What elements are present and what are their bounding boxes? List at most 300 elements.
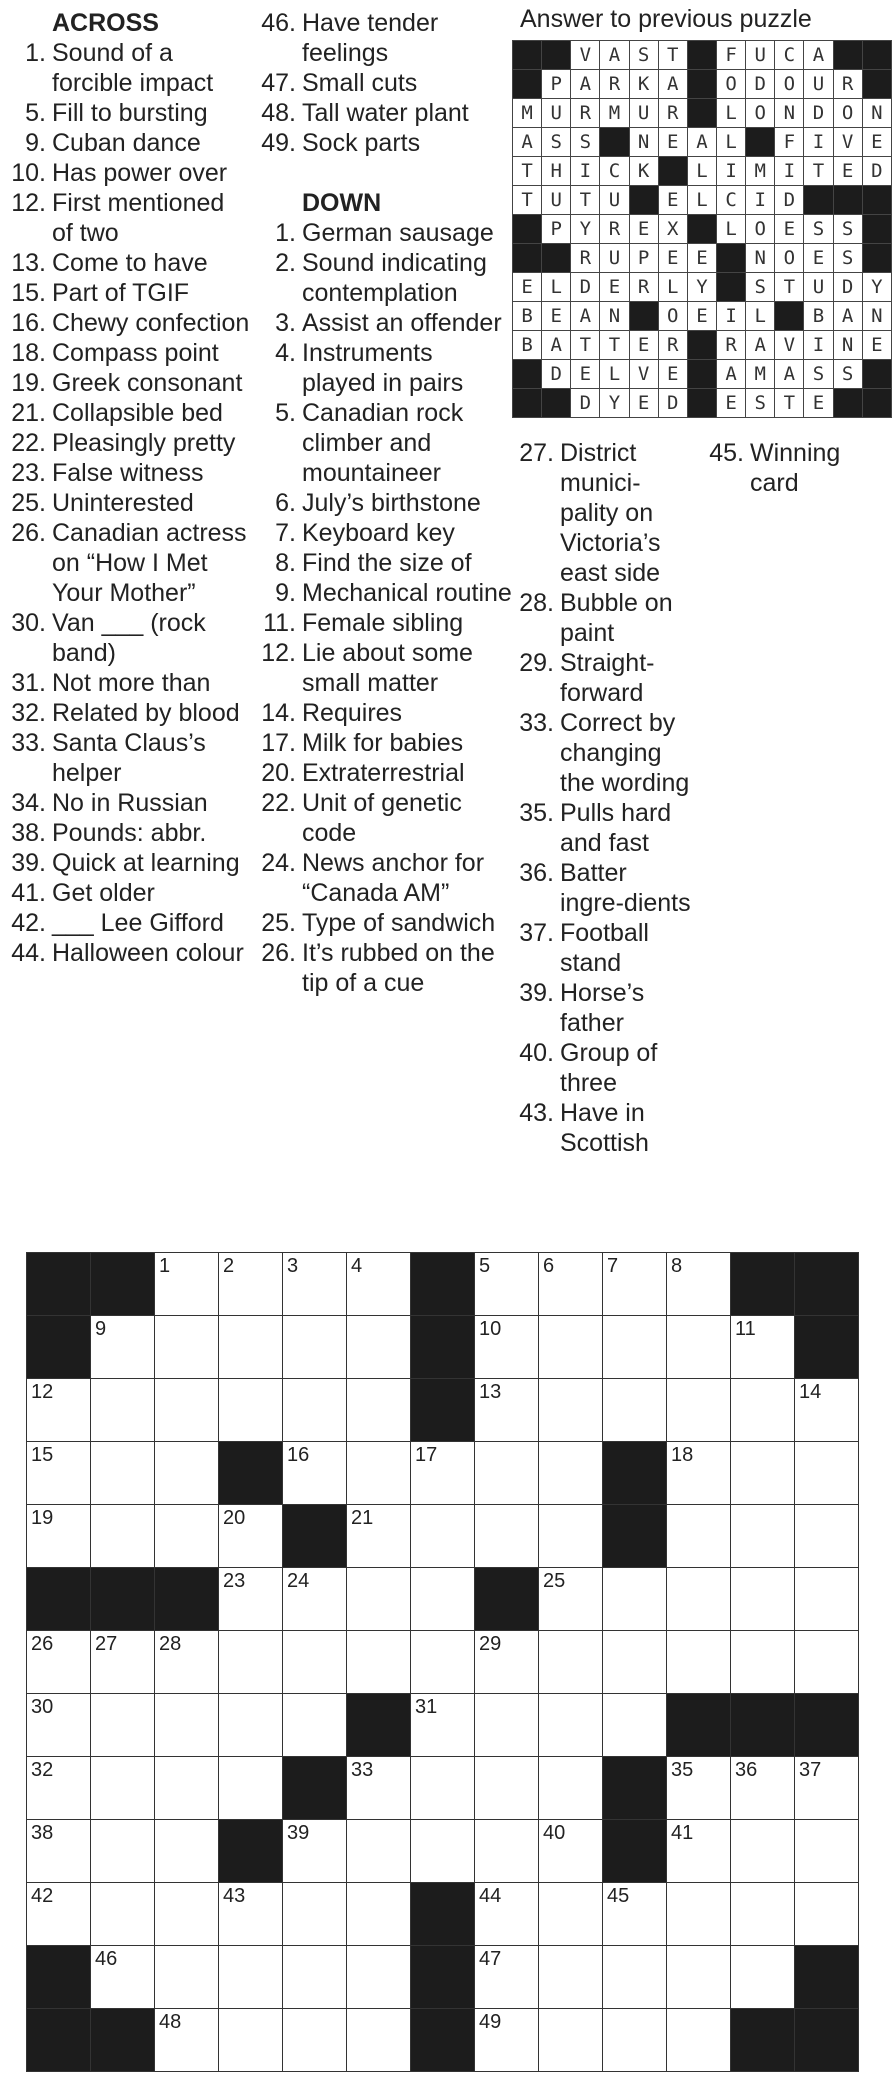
clue-number: 27. [519,439,554,467]
clue-number: 25. [11,489,46,517]
grid-cell[interactable] [411,1757,475,1820]
grid-cell[interactable] [347,1442,411,1505]
grid-cell[interactable] [155,1631,219,1694]
answer-black-square [862,41,891,70]
clue-item [510,1038,695,1098]
crossword-grid [26,1252,859,2072]
cell-number: 29 [479,1633,502,1655]
answer-letter-cell: S [804,215,833,244]
grid-cell[interactable] [411,1505,475,1568]
grid-cell[interactable] [411,1694,475,1757]
answer-letter-cell: C [600,157,629,186]
answer-letter-cell: R [600,215,629,244]
clue-text: Lie about some small matter [302,639,473,697]
grid-cell[interactable] [475,1946,539,2009]
answer-letter-cell: A [600,41,629,70]
answer-letter-cell: B [513,331,542,360]
grid-cell[interactable] [475,1694,539,1757]
grid-cell[interactable] [731,1442,795,1505]
answer-letter-cell: E [658,186,687,215]
clue-text: Have tender feelings [302,9,439,67]
answer-letter-cell: T [775,273,804,302]
clue-item [510,648,695,708]
grid-cell[interactable] [155,2009,219,2072]
black-square [283,1757,347,1820]
grid-cell[interactable] [475,1631,539,1694]
clue-item [252,758,512,788]
black-square [27,2009,91,2072]
grid-cell[interactable] [283,1694,347,1757]
answer-grid-row [513,41,892,70]
answer-grid-row [513,99,892,128]
clue-text: District munici-pality on Victoria’s east side [560,439,661,587]
black-square [219,1442,283,1505]
answer-black-square [833,389,862,418]
grid-cell[interactable] [475,1316,539,1379]
grid-cell[interactable] [411,1631,475,1694]
answer-grid-row [513,157,892,186]
clue-item [2,38,252,98]
grid-cell[interactable] [347,1883,411,1946]
clue-text: Small cuts [302,69,418,97]
black-square [603,1505,667,1568]
black-square [411,1253,475,1316]
answer-letter-cell: S [804,360,833,389]
grid-cell[interactable] [539,1253,603,1316]
clue-number: 33. [11,729,46,757]
grid-cell[interactable] [283,1883,347,1946]
answer-letter-cell: L [600,360,629,389]
grid-cell[interactable] [731,1316,795,1379]
grid-cell[interactable] [347,2009,411,2072]
grid-cell[interactable] [283,1568,347,1631]
grid-cell[interactable] [219,1253,283,1316]
grid-cell[interactable] [603,1631,667,1694]
answer-letter-cell: F [716,41,745,70]
grid-cell[interactable] [91,1883,155,1946]
grid-cell[interactable] [219,1946,283,2009]
clue-item [510,708,695,798]
grid-cell[interactable] [155,1316,219,1379]
answer-letter-cell: S [833,360,862,389]
grid-cell[interactable] [475,1757,539,1820]
grid-cell[interactable] [667,1379,731,1442]
clue-text: Batter ingre-dients [560,859,691,917]
grid-cell[interactable] [283,2009,347,2072]
grid-cell[interactable] [91,1820,155,1883]
answer-letter-cell: C [775,41,804,70]
grid-cell[interactable] [731,1757,795,1820]
grid-cell[interactable] [475,1505,539,1568]
cell-number: 18 [671,1444,694,1466]
answer-letter-cell: E [600,273,629,302]
clue-number: 6. [275,489,296,517]
grid-cell[interactable] [347,1631,411,1694]
answer-letter-cell: M [600,99,629,128]
grid-cell[interactable] [27,1883,91,1946]
grid-cell[interactable] [347,1505,411,1568]
grid-cell[interactable] [91,1757,155,1820]
grid-cell[interactable] [27,1631,91,1694]
grid-cell[interactable] [795,1505,859,1568]
answer-black-square [862,215,891,244]
clue-text: Sock parts [302,129,421,157]
grid-cell[interactable] [155,1694,219,1757]
cell-number: 9 [95,1318,107,1340]
answer-letter-cell: S [746,389,775,418]
grid-cell[interactable] [539,1505,603,1568]
clue-text: No in Russian [52,789,208,817]
clue-item [2,368,252,398]
clue-item [510,438,695,588]
grid-cell[interactable] [219,1505,283,1568]
clue-item [2,308,252,338]
grid-cell[interactable] [603,1694,667,1757]
black-square [731,1694,795,1757]
grid-cell[interactable] [411,1568,475,1631]
answer-letter-cell: E [513,273,542,302]
cell-number: 46 [95,1948,118,1970]
answer-black-square [542,389,571,418]
clue-text: Get older [52,879,155,907]
answer-black-square [833,186,862,215]
answer-letter-cell: E [571,360,600,389]
grid-cell[interactable] [667,1253,731,1316]
answer-black-square [513,215,542,244]
grid-row [27,1883,859,1946]
grid-cell[interactable] [91,1505,155,1568]
grid-cell[interactable] [539,1631,603,1694]
clue-text: Find the size of [302,549,472,577]
answer-letter-cell: E [542,302,571,331]
answer-letter-cell: N [862,99,891,128]
grid-cell[interactable] [603,1253,667,1316]
grid-cell[interactable] [347,1568,411,1631]
grid-cell[interactable] [795,1379,859,1442]
clue-item [2,488,252,518]
answer-letter-cell: U [542,99,571,128]
grid-cell[interactable] [347,1379,411,1442]
across-clue-list [2,38,252,968]
cell-number: 36 [735,1759,758,1781]
grid-cell[interactable] [539,1694,603,1757]
grid-cell[interactable] [795,1442,859,1505]
black-square [283,1505,347,1568]
clue-text: Compass point [52,339,219,367]
grid-cell[interactable] [219,1631,283,1694]
clue-item [2,98,252,128]
answer-letter-cell: L [687,186,716,215]
grid-cell[interactable] [667,1316,731,1379]
grid-cell[interactable] [91,1946,155,2009]
grid-cell[interactable] [155,1883,219,1946]
answer-letter-cell: N [629,128,658,157]
answer-letter-cell: N [746,244,775,273]
grid-cell[interactable] [731,1379,795,1442]
across-clues-column [2,8,252,968]
grid-cell[interactable] [347,1253,411,1316]
answer-black-square [775,302,804,331]
grid-cell[interactable] [731,1631,795,1694]
grid-cell[interactable] [27,1820,91,1883]
black-square [603,1757,667,1820]
cell-number: 12 [31,1381,54,1403]
grid-cell[interactable] [539,1316,603,1379]
answer-black-square [833,41,862,70]
cell-number: 26 [31,1633,54,1655]
clue-text: Come to have [52,249,208,277]
grid-cell[interactable] [667,1946,731,2009]
grid-cell[interactable] [539,1379,603,1442]
answer-letter-cell: V [571,41,600,70]
clue-text: Mechanical routine [302,579,512,607]
grid-cell[interactable] [219,1316,283,1379]
cell-number: 21 [351,1507,374,1529]
grid-cell[interactable] [795,1757,859,1820]
clue-number: 31. [11,669,46,697]
grid-cell[interactable] [219,1694,283,1757]
clue-item [252,938,512,998]
grid-cell[interactable] [155,1757,219,1820]
grid-cell[interactable] [603,1379,667,1442]
clue-item [2,518,252,608]
down-clue-list [252,218,512,998]
grid-cell[interactable] [155,1253,219,1316]
grid-cell[interactable] [539,1946,603,2009]
clue-text: Not more than [52,669,211,697]
black-square [603,1442,667,1505]
answer-letter-cell: K [629,157,658,186]
grid-cell[interactable] [91,1316,155,1379]
grid-cell[interactable] [283,1946,347,2009]
grid-cell[interactable] [731,1820,795,1883]
clue-item [252,608,512,638]
answer-letter-cell: R [600,70,629,99]
grid-cell[interactable] [91,1379,155,1442]
grid-cell[interactable] [219,1883,283,1946]
clue-text: Bubble on paint [560,589,673,647]
black-square [795,2009,859,2072]
grid-cell[interactable] [155,1505,219,1568]
answer-letter-cell: U [804,273,833,302]
answer-black-square [542,244,571,273]
cell-number: 11 [735,1318,756,1340]
answer-black-square [687,41,716,70]
grid-cell[interactable] [283,1253,347,1316]
grid-cell[interactable] [283,1442,347,1505]
clue-item [252,218,512,248]
grid-cell[interactable] [731,1946,795,2009]
answer-letter-cell: R [571,244,600,273]
grid-cell[interactable] [219,2009,283,2072]
clue-text: Straight-forward [560,649,655,707]
answer-letter-cell: N [775,99,804,128]
grid-cell[interactable] [603,1316,667,1379]
grid-cell[interactable] [27,1379,91,1442]
answer-letter-cell: I [775,157,804,186]
answer-letter-cell: E [629,389,658,418]
grid-cell[interactable] [347,1946,411,2009]
cell-number: 17 [415,1444,438,1466]
clue-text: Cuban dance [52,129,201,157]
grid-row [27,1379,859,1442]
grid-cell[interactable] [91,1442,155,1505]
grid-cell[interactable] [283,1631,347,1694]
clue-text: Pounds: abbr. [52,819,207,847]
clue-item [2,878,252,908]
grid-cell[interactable] [667,1820,731,1883]
answer-letter-cell: I [804,128,833,157]
grid-cell[interactable] [667,1883,731,1946]
grid-cell[interactable] [475,2009,539,2072]
clue-text: Part of TGIF [52,279,190,307]
answer-letter-cell: A [513,128,542,157]
black-square [27,1316,91,1379]
grid-cell[interactable] [475,1883,539,1946]
grid-cell[interactable] [667,1631,731,1694]
clue-item [700,438,885,498]
answer-letter-cell: E [629,215,658,244]
clue-number: 9. [275,579,296,607]
grid-cell[interactable] [539,1568,603,1631]
answer-letter-cell: O [775,70,804,99]
answer-letter-cell: I [804,331,833,360]
clue-text: Pleasingly pretty [52,429,236,457]
clue-number: 15. [11,279,46,307]
answer-grid-row [513,186,892,215]
grid-row [27,1946,859,2009]
answer-letter-cell: E [658,360,687,389]
clue-number: 18. [11,339,46,367]
answer-letter-cell: T [775,389,804,418]
clue-number: 13. [11,249,46,277]
clue-text: Chewy confection [52,309,250,337]
grid-cell[interactable] [731,1568,795,1631]
grid-cell[interactable] [283,1316,347,1379]
grid-cell[interactable] [91,1631,155,1694]
grid-cell[interactable] [283,1820,347,1883]
grid-cell[interactable] [27,1442,91,1505]
grid-cell[interactable] [667,2009,731,2072]
clue-item [252,338,512,398]
clue-text: Correct by changing the wording [560,709,690,797]
answer-letter-cell: P [629,244,658,273]
grid-cell[interactable] [155,1946,219,2009]
clue-number: 5. [25,99,46,127]
answer-grid-row [513,70,892,99]
answer-letter-cell: S [571,128,600,157]
grid-cell[interactable] [795,1883,859,1946]
answer-letter-cell: I [571,157,600,186]
grid-cell[interactable] [603,1946,667,2009]
black-square [27,1568,91,1631]
grid-cell[interactable] [731,1505,795,1568]
clue-text: Santa Claus’s helper [52,729,206,787]
grid-cell[interactable] [731,1883,795,1946]
grid-cell[interactable] [603,2009,667,2072]
grid-cell[interactable] [347,1820,411,1883]
grid-cell[interactable] [795,1820,859,1883]
grid-cell[interactable] [539,1883,603,1946]
grid-cell[interactable] [347,1757,411,1820]
answer-grid-row [513,389,892,418]
grid-cell[interactable] [539,1757,603,1820]
grid-cell[interactable] [667,1757,731,1820]
grid-cell[interactable] [667,1442,731,1505]
grid-cell[interactable] [603,1883,667,1946]
grid-cell[interactable] [347,1316,411,1379]
grid-cell[interactable] [411,1820,475,1883]
grid-row [27,1316,859,1379]
grid-cell[interactable] [155,1820,219,1883]
answer-letter-cell: E [833,157,862,186]
clue-text: Milk for babies [302,729,464,757]
down-header: DOWN [302,189,382,217]
answer-letter-cell: M [513,99,542,128]
clue-item [252,698,512,728]
grid-cell[interactable] [411,1442,475,1505]
grid-cell[interactable] [603,1568,667,1631]
answer-black-square [862,70,891,99]
grid-row [27,1253,859,1316]
grid-cell[interactable] [27,1757,91,1820]
grid-cell[interactable] [219,1568,283,1631]
answer-letter-cell: A [658,70,687,99]
answer-letter-cell: A [687,128,716,157]
grid-cell[interactable] [795,1631,859,1694]
clue-text: Requires [302,699,403,727]
previous-answer-title: Answer to previous puzzle [520,5,812,33]
clue-number: 19. [11,369,46,397]
grid-cell[interactable] [667,1505,731,1568]
black-square [27,1253,91,1316]
grid-cell[interactable] [219,1757,283,1820]
grid-cell[interactable] [475,1379,539,1442]
clue-item [252,578,512,608]
grid-cell[interactable] [27,1694,91,1757]
grid-cell[interactable] [539,1442,603,1505]
grid-cell[interactable] [475,1820,539,1883]
grid-cell[interactable] [667,1568,731,1631]
grid-cell[interactable] [539,2009,603,2072]
answer-letter-cell: Y [600,389,629,418]
cell-number: 6 [543,1255,555,1277]
previous-answer-grid [512,40,892,418]
grid-cell[interactable] [219,1379,283,1442]
cell-number: 23 [223,1570,246,1592]
grid-row [27,1505,859,1568]
clue-number: 39. [11,849,46,877]
answer-letter-cell: U [629,99,658,128]
grid-cell[interactable] [539,1820,603,1883]
grid-cell[interactable] [795,1568,859,1631]
answer-letter-cell: T [571,331,600,360]
clue-item [252,128,512,158]
clue-number: 46. [261,9,296,37]
clue-number: 21. [11,399,46,427]
grid-cell[interactable] [155,1379,219,1442]
grid-cell[interactable] [155,1442,219,1505]
grid-cell[interactable] [475,1442,539,1505]
grid-cell[interactable] [91,1694,155,1757]
clue-text: Sound of a forcible impact [52,39,214,97]
grid-cell[interactable] [27,1505,91,1568]
grid-cell[interactable] [475,1253,539,1316]
answer-letter-cell: T [513,186,542,215]
grid-cell[interactable] [283,1379,347,1442]
clue-number: 33. [519,709,554,737]
answer-letter-cell: V [833,128,862,157]
